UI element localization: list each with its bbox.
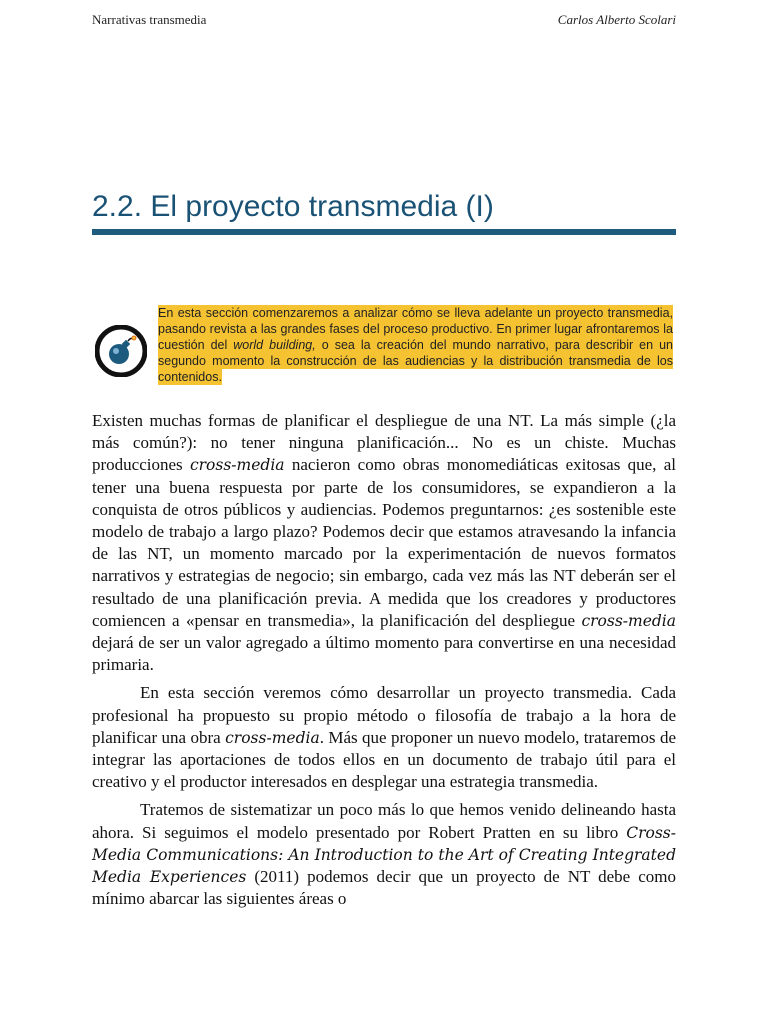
p2-text-a: En esta sección veremos cómo desarrollar un proyecto transmedia. Cada profesional ha propuesto su propio método o filosofía de trabajo a la hora de planificar una obra	[92, 683, 676, 747]
p3-book-title: Cross-Media Communications: An Introduction to the Art of Creating Integrated Media Experiences	[92, 823, 676, 887]
p1-emphasis-1: cross-media	[189, 456, 285, 475]
book-title: Narrativas transmedia	[92, 12, 207, 27]
paragraph-2	[92, 682, 676, 793]
section-title: 2.2. El proyecto transmedia (I)	[92, 190, 494, 223]
intro-text-em: world building,	[233, 338, 316, 352]
p2-text-b: . Más que proponer un nuevo modelo, trataremos de integrar las aportaciones de todos ellos en un documento de trabajo útil para el creativo y el productor interesados en desplegar una estrategia transmedia.	[92, 727, 676, 792]
p3-text-b: (2011) podemos decir que un proyecto de NT debe como mínimo abarcar las siguientes áreas o	[92, 867, 676, 909]
paragraph-1	[92, 410, 676, 676]
running-header	[92, 12, 676, 28]
section-intro	[158, 305, 673, 385]
p1-text-a: Existen muchas formas de planificar el despliegue de una NT. La más simple (¿la más común?): no tener ninguna planificación... No es un chiste. Muchas producciones	[92, 411, 676, 475]
p1-text-c: dejará de ser un valor agregado a último momento para convertirse en una necesidad primaria.	[92, 633, 676, 675]
p2-emphasis: cross-media	[225, 728, 320, 747]
p1-emphasis-2: cross-media	[581, 611, 676, 630]
body-text	[92, 410, 676, 916]
intro-text-a: En esta sección comenzaremos a analizar cómo se lleva adelante un proyecto transmedia, pasando revista a las grandes fases del proceso productivo. En primer lugar afrontaremos la cuestión del	[158, 306, 673, 352]
title-rule	[92, 229, 676, 235]
author-name: Carlos Alberto Scolari	[557, 12, 676, 27]
p1-text-b: nacieron como obras monomediáticas exitosas que, al tener una buena respuesta por parte de los consumidores, se expandieron a la conquista de otros públicos y audiencias. Podemos preguntarnos: ¿es sostenible este modelo de trabajo a largo plazo? Podemos decir que estamos atravesando la infancia de las NT, un momento marcado por la experimentación de nuevos formatos narrativos y estrategias de negocio; sin embargo, cada vez más las NT deberán ser el resultado de una planificación previa. A medida que los creadores y productores comiencen a «pensar en transmedia», la planificación del despliegue	[92, 455, 677, 630]
p3-text-a: Tratemos de sistematizar un poco más lo que hemos venido delineando hasta ahora. Si seguimos el modelo presentado por Robert Pratten en su libro	[92, 800, 676, 842]
bomb-icon	[95, 325, 147, 377]
paragraph-3	[92, 799, 676, 910]
intro-text-b: o sea la creación del mundo narrativo, para describir en un segundo momento la construcción de las audiencias y la distribución transmedia de los contenidos.	[158, 338, 673, 384]
